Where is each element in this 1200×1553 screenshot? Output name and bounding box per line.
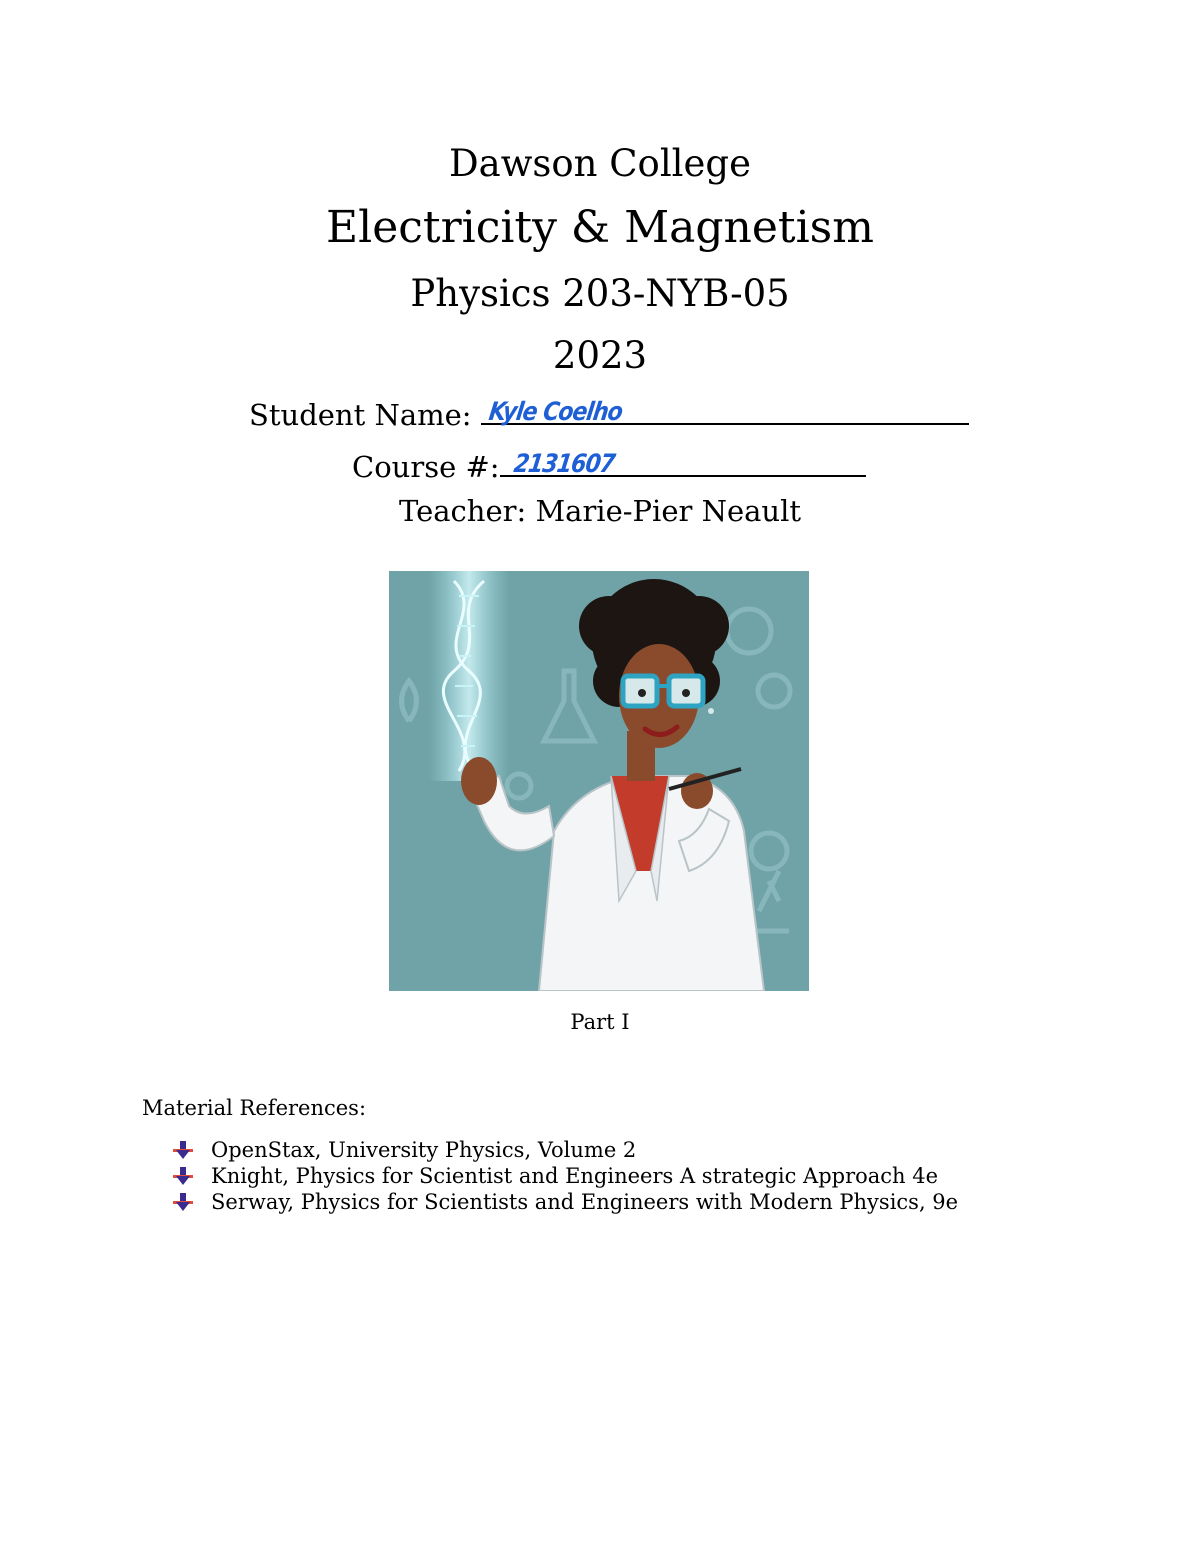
school-name: Dawson College [449, 142, 751, 185]
down-arrow-bullet-icon [172, 1192, 194, 1212]
part-label: Part I [570, 1010, 630, 1034]
course-year: 2023 [552, 334, 648, 377]
student-name-label: Student Name: [249, 398, 481, 432]
course-code: Physics 203-NYB-05 [410, 272, 790, 315]
reference-text: Knight, Physics for Scientist and Engineers A strategic Approach 4e [211, 1164, 939, 1188]
reference-item [172, 1137, 958, 1163]
scientist-woman-dna-illustration [389, 571, 809, 991]
course-number-line [352, 443, 866, 484]
teacher-line: Teacher: Marie-Pier Neault [398, 494, 802, 528]
reference-item [172, 1163, 958, 1189]
down-arrow-bullet-icon [172, 1166, 194, 1186]
references-list [172, 1137, 958, 1215]
student-name-line [249, 391, 969, 432]
course-number-handwritten: 2131607 [511, 450, 616, 479]
reference-item [172, 1189, 958, 1215]
reference-text: OpenStax, University Physics, Volume 2 [211, 1138, 637, 1162]
down-arrow-bullet-icon [172, 1140, 194, 1160]
course-number-label: Course #: [352, 450, 500, 484]
student-name-handwritten: Kyle Coelho [486, 398, 624, 427]
references-heading: Material References: [142, 1096, 367, 1120]
course-number-field[interactable] [500, 443, 866, 477]
course-title: Electricity & Magnetism [326, 202, 874, 253]
reference-text: Serway, Physics for Scientists and Engineers with Modern Physics, 9e [211, 1190, 959, 1214]
student-name-field[interactable] [481, 391, 969, 425]
